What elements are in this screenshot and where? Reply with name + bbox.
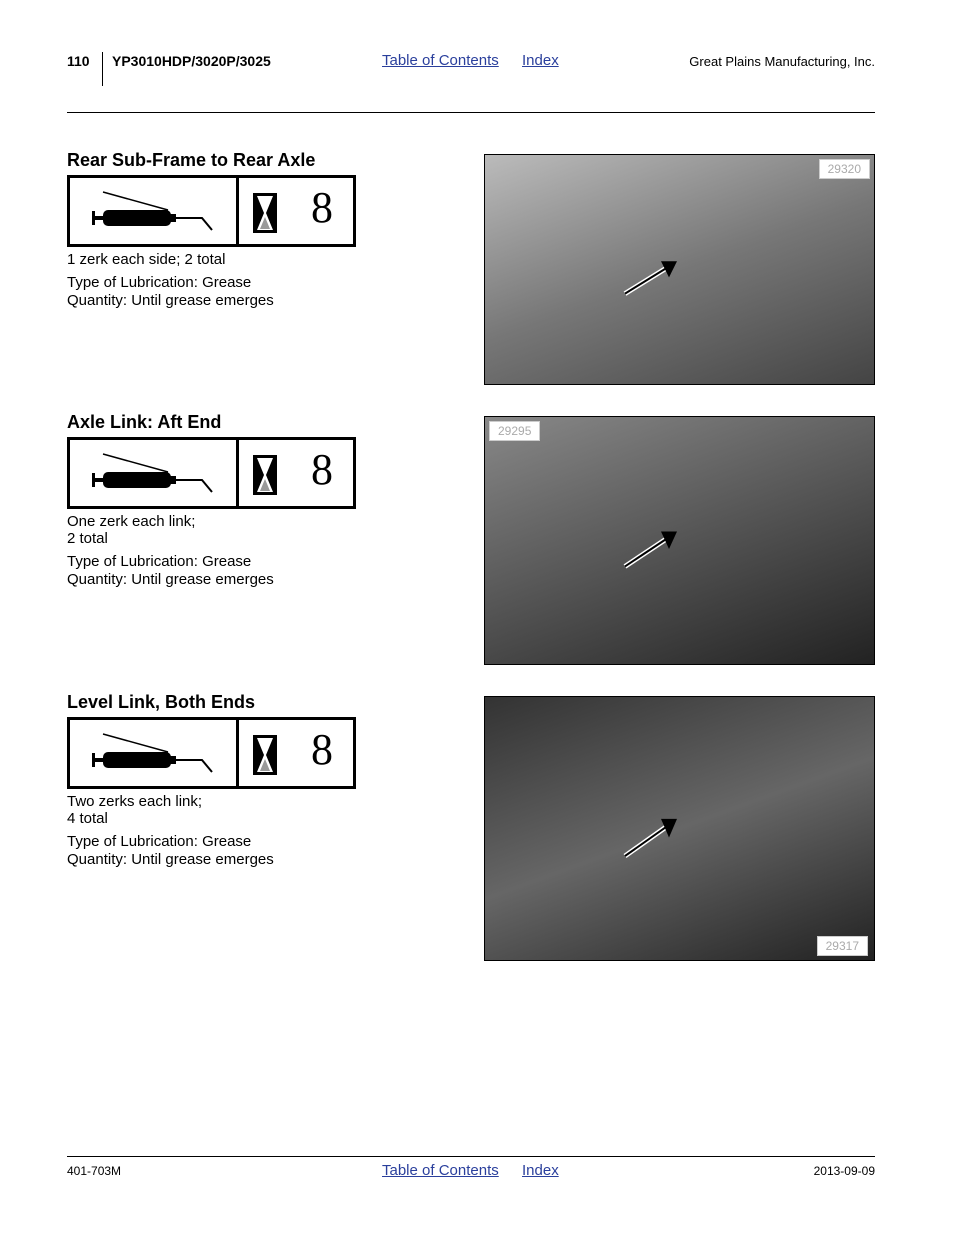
- index-link[interactable]: Index: [522, 52, 559, 69]
- lubrication-quantity: Quantity: Until grease emerges: [67, 851, 274, 868]
- grease-gun-icon: [70, 440, 239, 506]
- lubrication-symbol-box: [67, 175, 356, 247]
- company-name: Great Plains Manufacturing, Inc.: [689, 54, 875, 69]
- interval-hours: 8: [311, 183, 333, 232]
- lubrication-point-photo: [484, 696, 875, 961]
- zerk-count: 4 total: [67, 810, 108, 827]
- section-title: Rear Sub-Frame to Rear Axle: [67, 150, 316, 170]
- lubrication-quantity: Quantity: Until grease emerges: [67, 292, 274, 309]
- figure-number: 29317: [817, 936, 868, 956]
- header-rule: [67, 112, 875, 113]
- section-title: Axle Link: Aft End: [67, 412, 222, 432]
- lubrication-point-photo: [484, 154, 875, 385]
- lubrication-symbol-box: [67, 437, 356, 509]
- interval-hours: 8: [311, 445, 333, 494]
- page-number: 110: [67, 53, 90, 69]
- lubrication-type: Type of Lubrication: Grease: [67, 553, 252, 570]
- footer-date: 2013-09-09: [813, 1164, 875, 1178]
- figure-number: 29320: [819, 159, 870, 179]
- hourglass-icon: [253, 455, 277, 500]
- footer-rule: [67, 1156, 875, 1157]
- zerk-count: 1 zerk each side; 2 total: [67, 251, 226, 268]
- interval-hours: 8: [311, 725, 333, 774]
- lubrication-type: Type of Lubrication: Grease: [67, 274, 252, 291]
- zerk-count: One zerk each link;: [67, 513, 196, 530]
- pointer-arrow-icon: [485, 155, 875, 385]
- pointer-arrow-icon: [485, 697, 875, 961]
- section-title: Level Link, Both Ends: [67, 692, 256, 712]
- figure-number: 29295: [489, 421, 540, 441]
- grease-gun-icon: [70, 178, 239, 244]
- zerk-count: Two zerks each link;: [67, 793, 203, 810]
- footer-index-link[interactable]: Index: [522, 1162, 559, 1179]
- hourglass-icon: [253, 193, 277, 238]
- header-divider: [102, 52, 103, 86]
- grease-gun-icon: [70, 720, 239, 786]
- footer-toc-link[interactable]: Table of Contents: [382, 1162, 499, 1179]
- lubrication-point-photo: [484, 416, 875, 665]
- toc-link[interactable]: Table of Contents: [382, 52, 499, 69]
- lubrication-type: Type of Lubrication: Grease: [67, 833, 252, 850]
- pointer-arrow-icon: [485, 417, 875, 665]
- lubrication-symbol-box: [67, 717, 356, 789]
- doc-number: 401-703M: [67, 1164, 122, 1178]
- lubrication-quantity: Quantity: Until grease emerges: [67, 571, 274, 588]
- zerk-count: 2 total: [67, 530, 108, 547]
- hourglass-icon: [253, 735, 277, 780]
- model-title: YP3010HDP/3020P/3025: [112, 53, 271, 69]
